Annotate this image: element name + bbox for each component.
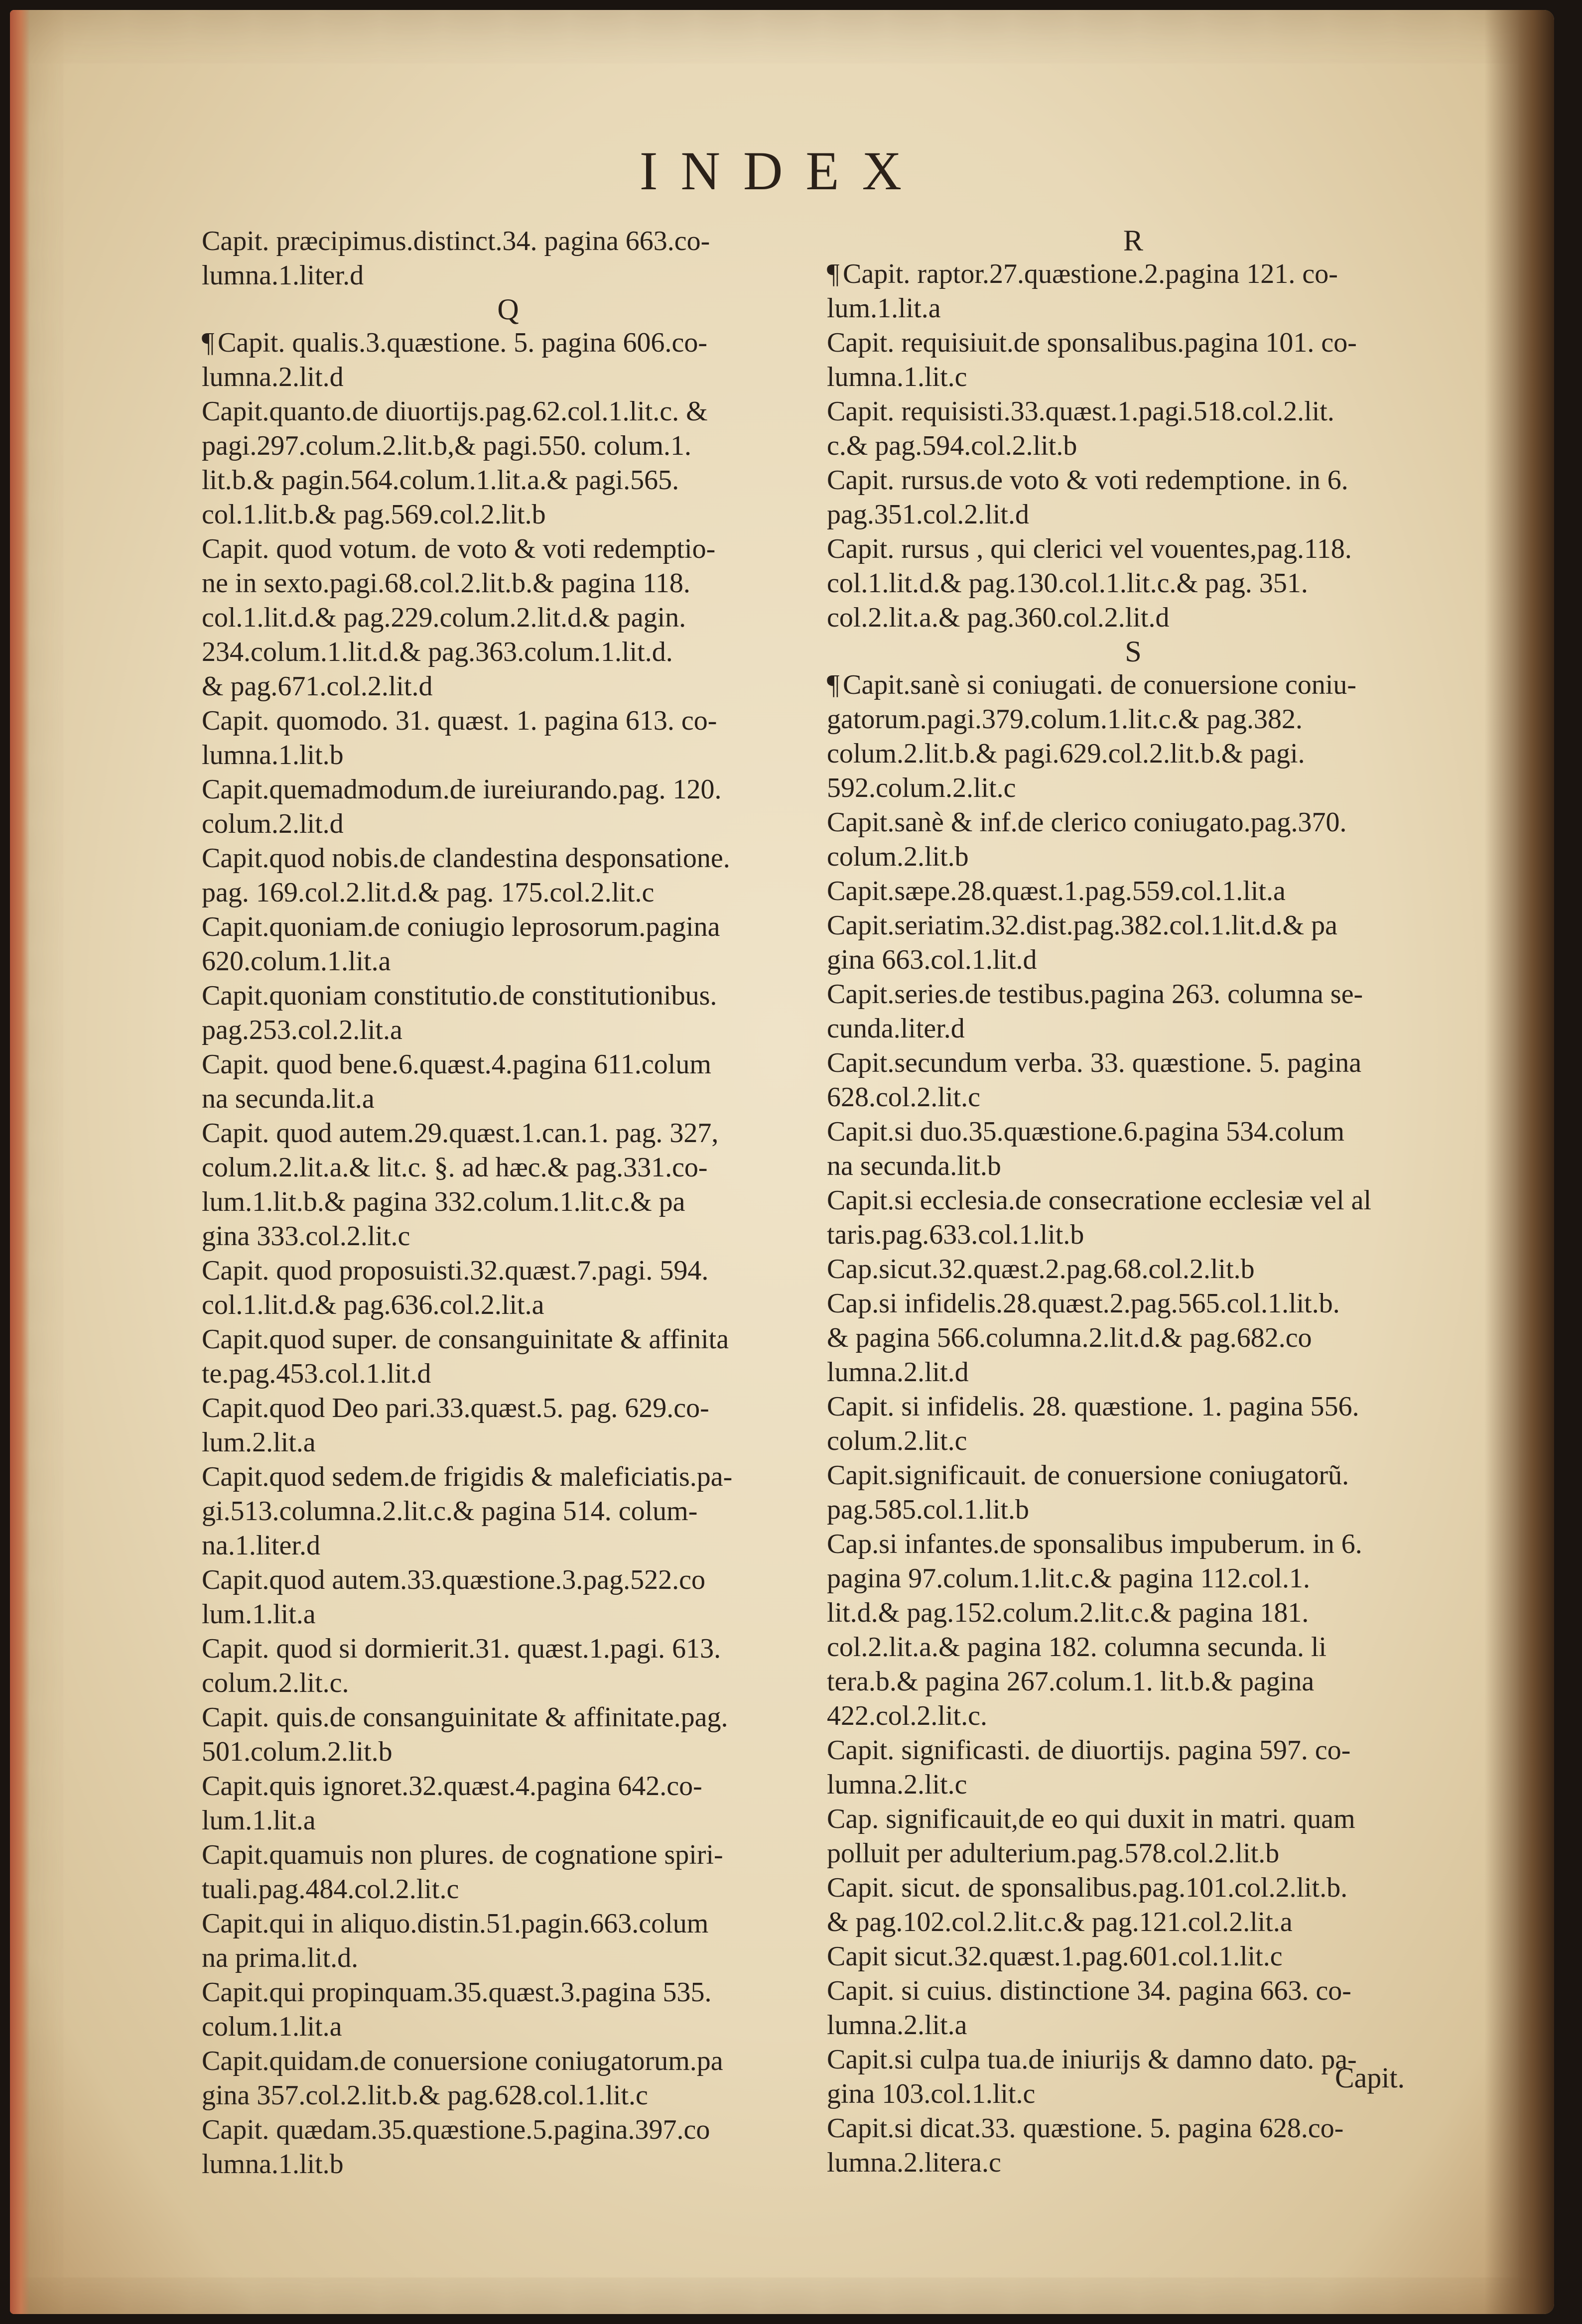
index-entry-line: [827, 1218, 1440, 1252]
index-entry-line: [827, 1493, 1440, 1527]
index-entry-line: [202, 1529, 814, 1563]
index-entry-text: gina 663.col.1.lit.d: [827, 944, 1037, 975]
index-entry-text: Capit. sicut. de sponsalibus.pag.101.col.2.lit.b.: [827, 1872, 1348, 1903]
index-entry-text: taris.pag.633.col.1.lit.b: [827, 1219, 1084, 1250]
index-entry-text: Capit.si ecclesia.de consecratione ecclesiæ vel al: [827, 1185, 1372, 1216]
section-letter: Q: [497, 293, 519, 326]
index-entry-line: [827, 2146, 1440, 2180]
index-entry-text: colum.2.lit.b: [827, 841, 969, 872]
index-entry-line: [827, 1871, 1440, 1905]
index-entry-text: lumna.1.lit.c: [827, 362, 967, 392]
index-entry-text: Capit.qui propinquam.35.quæst.3.pagina 535.: [202, 1977, 712, 2008]
index-entry-text: gina 103.col.1.lit.c: [827, 2078, 1036, 2109]
index-entry-text: Capit.series.de testibus.pagina 263. columna se-: [827, 979, 1363, 1010]
index-entry-line: [202, 1151, 814, 1185]
index-entry-line: [202, 773, 814, 807]
index-entry-text: lumna.2.lit.c: [827, 1769, 967, 1800]
index-entry-text: Capit. si infidelis. 28. quæstione. 1. pagina 556.: [827, 1391, 1359, 1422]
index-entry-line: [827, 429, 1440, 463]
index-entry-text: colum.1.lit.a: [202, 2011, 342, 2042]
index-entry-text: na secunda.lit.a: [202, 1083, 375, 1114]
index-entry-text: Capit. quod autem.29.quæst.1.can.1. pag. 327,: [202, 1118, 719, 1149]
index-entry-text: col.2.lit.a.& pagina 182. columna secunda. li: [827, 1632, 1327, 1663]
index-entry-line: [202, 910, 814, 944]
section-letter: S: [1125, 635, 1142, 668]
index-entry-text: lumna.1.liter.d: [202, 260, 364, 291]
index-entry-line: [202, 2113, 814, 2147]
index-entry-text: lum.1.lit.a: [202, 1805, 316, 1836]
index-entry-line: [827, 1252, 1440, 1287]
index-entry-line: [202, 1666, 814, 1700]
index-entry-line: [827, 668, 1440, 702]
index-entry-line: [202, 224, 814, 258]
index-entry-line: [202, 498, 814, 532]
index-entry-text: Capit.si duo.35.quæstione.6.pagina 534.colum: [827, 1116, 1345, 1147]
index-entry-line: [202, 258, 814, 293]
index-entry-text: Capit.quod super. de consanguinitate & affinita: [202, 1324, 729, 1355]
index-entry-text: lum.1.lit.b.& pagina 332.colum.1.lit.c.& pa: [202, 1186, 685, 1217]
index-entry-line: [202, 1116, 814, 1151]
index-entry-text: Capit. si cuius. distinctione 34. pagina 663. co-: [827, 1975, 1351, 2006]
index-entry-text: Capit. requisisti.33.quæst.1.pagi.518.col.2.lit.: [827, 396, 1334, 427]
index-entry-line: [202, 1632, 814, 1666]
index-entry-line: [827, 1939, 1440, 1974]
index-entry-text: Capit.quod Deo pari.33.quæst.5. pag. 629.co-: [202, 1393, 709, 1423]
page-red-edge: [10, 10, 30, 2314]
index-entry-text: & pag.671.col.2.lit.d: [202, 671, 433, 702]
index-entry-text: Capit.seriatim.32.dist.pag.382.col.1.lit.d.& pa: [827, 910, 1337, 941]
index-entry-line: [202, 2044, 814, 2078]
index-entry-line: [202, 1391, 814, 1425]
index-entry-line: [827, 1665, 1440, 1699]
index-entry-line: [827, 1355, 1440, 1390]
index-entry-line: [827, 463, 1440, 498]
index-entry-line: [202, 429, 814, 463]
index-entry-line: [202, 1907, 814, 1941]
index-entry-line: [202, 1804, 814, 1838]
index-entry-text: ne in sexto.pagi.68.col.2.lit.b.& pagina 118.: [202, 568, 690, 599]
index-entry-line: [827, 1836, 1440, 1871]
index-entry-text: Capit. raptor.27.quæstione.2.pagina 121. co-: [843, 258, 1338, 289]
index-entry-text: Capit.quis ignoret.32.quæst.4.pagina 642.co-: [202, 1771, 702, 1802]
index-entry-text: Cap.sicut.32.quæst.2.pag.68.col.2.lit.b: [827, 1254, 1255, 1285]
index-entry-line: [202, 601, 814, 635]
index-entry-text: Cap.si infantes.de sponsalibus impuberum. in 6.: [827, 1529, 1362, 1559]
index-entry-text: Capit.quod autem.33.quæstione.3.pag.522.co: [202, 1564, 705, 1595]
index-entry-line: [202, 704, 814, 738]
index-entry-text: lumna.1.lit.b: [202, 2149, 344, 2180]
index-entry-text: Capit.quod nobis.de clandestina desponsatione.: [202, 843, 730, 874]
index-entry-line: [827, 1527, 1440, 1561]
index-entry-text: Capit.quoniam constitutio.de constitutionibus.: [202, 980, 717, 1011]
catchword: Capit.: [1335, 2062, 1405, 2094]
index-entry-line: [202, 1288, 814, 1322]
index-entry-text: gina 357.col.2.lit.b.& pag.628.col.1.lit.c: [202, 2080, 648, 2111]
index-entry-text: tera.b.& pagina 267.colum.1. lit.b.& pagina: [827, 1666, 1315, 1697]
index-entry-text: Capit.qui in aliquo.distin.51.pagin.663.colum: [202, 1908, 709, 1939]
index-entry-text: Capit. qualis.3.quæstione. 5. pagina 606.co-: [218, 327, 707, 358]
index-entry-line: [202, 1254, 814, 1288]
index-entry-line: [202, 1563, 814, 1597]
index-entry-text: colum.2.lit.c.: [202, 1668, 349, 1698]
index-entry-text: lum.1.lit.a: [202, 1599, 316, 1630]
index-entry-text: Capit. quædam.35.quæstione.5.pagina.397.co: [202, 2114, 710, 2145]
index-entry-text: colum.2.lit.a.& lit.c. §. ad hæc.& pag.331.co-: [202, 1152, 708, 1183]
index-entry-text: cunda.liter.d: [827, 1013, 965, 1044]
index-entry-line: [827, 874, 1440, 908]
index-entry-line: [827, 1974, 1440, 2008]
index-entry-line: [202, 1082, 814, 1116]
index-entry-line: [202, 979, 814, 1013]
index-entry-text: colum.2.lit.d: [202, 808, 344, 839]
index-entry-text: Capit. quod proposuisti.32.quæst.7.pagi. 594.: [202, 1255, 709, 1286]
index-entry-line: [202, 1013, 814, 1047]
index-entry-text: lumna.2.lit.d: [827, 1357, 969, 1388]
index-entry-line: [827, 498, 1440, 532]
index-entry-line: [827, 257, 1440, 291]
index-entry-text: col.1.lit.d.& pag.229.colum.2.lit.d.& pagin.: [202, 602, 686, 633]
index-entry-line: [827, 1424, 1440, 1458]
index-entry-text: col.1.lit.b.& pag.569.col.2.lit.b: [202, 499, 546, 530]
index-entry-text: na prima.lit.d.: [202, 1942, 359, 1973]
index-entry-line: [827, 2008, 1440, 2043]
index-entry-line: [202, 2010, 814, 2044]
index-entry-line: [202, 566, 814, 601]
index-entry-line: [827, 1390, 1440, 1424]
index-entry-line: [202, 1494, 814, 1529]
index-entry-line: [202, 1975, 814, 2010]
index-entry-text: Capit.sanè si coniugati. de conuersione coniu-: [843, 669, 1357, 700]
index-entry-line: [202, 669, 814, 704]
index-entry-line: [202, 635, 814, 669]
index-entry-text: lum.2.lit.a: [202, 1427, 316, 1458]
index-entry-line: [202, 2078, 814, 2113]
index-entry-text: Capit.si culpa tua.de iniurijs & damno dato. pa-: [827, 2044, 1357, 2075]
index-entry-text: Capit. significasti. de diuortijs. pagina 597. co-: [827, 1735, 1351, 1766]
index-entry-line: [827, 532, 1440, 566]
index-entry-line: [827, 1905, 1440, 1939]
index-entry-line: [827, 1149, 1440, 1183]
index-entry-line: [827, 1115, 1440, 1149]
index-entry-text: col.1.lit.d.& pag.130.col.1.lit.c.& pag. 351.: [827, 568, 1308, 599]
index-entry-line: [202, 1838, 814, 1872]
index-entry-text: Cap. significauit,de eo qui duxit in matri. quam: [827, 1804, 1355, 1834]
index-entry-line: [827, 601, 1440, 635]
index-entry-text: & pag.102.col.2.lit.c.& pag.121.col.2.lit.a: [827, 1907, 1293, 1937]
index-entry-text: lumna.2.lit.a: [827, 2010, 967, 2041]
index-entry-text: Capit. quis.de consanguinitate & affinitate.pag.: [202, 1702, 728, 1733]
index-entry-text: colum.2.lit.c: [827, 1425, 967, 1456]
index-entry-line: [202, 1460, 814, 1494]
index-entry-text: Capit.secundum verba. 33. quæstione. 5. pagina: [827, 1047, 1362, 1078]
index-entry-text: 592.colum.2.lit.c: [827, 773, 1016, 803]
index-entry-line: [827, 771, 1440, 805]
index-entry-line: [827, 566, 1440, 601]
right-index-column: [827, 224, 1440, 2180]
index-entry-line: [827, 360, 1440, 394]
index-entry-line: [202, 1769, 814, 1804]
index-entry-text: pagina 97.colum.1.lit.c.& pagina 112.col.1.: [827, 1563, 1310, 1594]
index-entry-line: [827, 977, 1440, 1012]
index-entry-line: [202, 738, 814, 773]
index-entry-line: [827, 2111, 1440, 2146]
index-entry-line: [202, 532, 814, 566]
index-entry-line: [202, 1322, 814, 1357]
index-entry-text: Capit.quamuis non plures. de cognatione spiri-: [202, 1839, 723, 1870]
index-entry-text: Capit. rursus , qui clerici vel vouentes,pag.118.: [827, 533, 1352, 564]
index-entry-line: [827, 1321, 1440, 1355]
index-entry-text: Capit. quod votum. de voto & voti redemptio-: [202, 533, 716, 564]
section-letter: R: [1123, 224, 1144, 257]
index-entry-text: 620.colum.1.lit.a: [202, 946, 391, 977]
index-entry-text: Capit. quod si dormierit.31. quæst.1.pagi. 613.: [202, 1633, 721, 1664]
index-entry-text: lumna.1.lit.b: [202, 740, 344, 771]
index-entry-line: [827, 1458, 1440, 1493]
index-entry-text: lum.1.lit.a: [827, 293, 941, 324]
index-entry-text: Capit.quod sedem.de frigidis & maleficiatis.pa-: [202, 1461, 733, 1492]
index-entry-text: gatorum.pagi.379.colum.1.lit.c.& pag.382.: [827, 704, 1303, 735]
index-entry-line: [202, 841, 814, 876]
index-entry-text: Capit sicut.32.quæst.1.pag.601.col.1.lit.c: [827, 1941, 1283, 1972]
index-entry-line: [827, 1046, 1440, 1080]
index-entry-text: Capit.sæpe.28.quæst.1.pag.559.col.1.lit.a: [827, 876, 1286, 906]
index-entry-text: Capit.quoniam.de coniugio leprosorum.pagina: [202, 911, 720, 942]
index-entry-text: 422.col.2.lit.c.: [827, 1700, 987, 1731]
index-entry-text: tuali.pag.484.col.2.lit.c: [202, 1874, 459, 1905]
index-entry-text: gi.513.columna.2.lit.c.& pagina 514. colum-: [202, 1496, 698, 1527]
index-entry-line: [827, 1630, 1440, 1665]
index-entry-text: na secunda.lit.b: [827, 1151, 1001, 1181]
index-entry-line: [202, 1425, 814, 1460]
index-entry-line: [827, 908, 1440, 943]
index-entry-text: Cap.si infidelis.28.quæst.2.pag.565.col.1.lit.b.: [827, 1288, 1340, 1319]
index-entry-line: [202, 1941, 814, 1975]
index-entry-text: 628.col.2.lit.c: [827, 1082, 980, 1113]
index-entry-line: [202, 2147, 814, 2182]
index-entry-line: [202, 1185, 814, 1219]
index-entry-text: 501.colum.2.lit.b: [202, 1736, 393, 1767]
index-entry-line: [827, 1699, 1440, 1733]
index-entry-line: [827, 702, 1440, 737]
index-entry-text: pag.351.col.2.lit.d: [827, 499, 1029, 530]
index-entry-text: colum.2.lit.b.& pagi.629.col.2.lit.b.& pagi.: [827, 738, 1305, 769]
index-entry-line: [202, 360, 814, 394]
index-entry-line: [202, 807, 814, 841]
index-entry-text: Capit.quidam.de conuersione coniugatorum.pa: [202, 2046, 723, 2076]
index-entry-line: [202, 1700, 814, 1735]
index-entry-line: [827, 1080, 1440, 1115]
index-entry-text: Capit.si dicat.33. quæstione. 5. pagina 628.co-: [827, 2113, 1344, 2144]
index-entry-line: [827, 943, 1440, 977]
index-entry-line: [827, 1596, 1440, 1630]
index-entry-line: [827, 1802, 1440, 1836]
index-entry-line: [202, 1047, 814, 1082]
index-entry-line: [827, 1183, 1440, 1218]
index-entry-text: pag.585.col.1.lit.b: [827, 1494, 1029, 1525]
index-entry-text: Capit.quanto.de diuortijs.pag.62.col.1.lit.c. &: [202, 396, 708, 427]
index-entry-line: [202, 1735, 814, 1769]
index-entry-text: col.2.lit.a.& pag.360.col.2.lit.d: [827, 602, 1170, 633]
paragraph-mark: ¶: [202, 327, 215, 358]
index-entry-text: c.& pag.594.col.2.lit.b: [827, 430, 1077, 461]
page-gutter-shadow: [1484, 10, 1554, 2314]
index-entry-line: [202, 326, 814, 360]
index-entry-line: [827, 737, 1440, 771]
index-entry-text: Capit.quemadmodum.de iureiurando.pag. 120.: [202, 774, 722, 805]
paragraph-mark: ¶: [827, 258, 840, 289]
index-entry-text: gina 333.col.2.lit.c: [202, 1221, 410, 1252]
index-entry-text: 234.colum.1.lit.d.& pag.363.colum.1.lit.d.: [202, 637, 673, 667]
index-entry-text: Capit.significauit. de conuersione coniugatorũ.: [827, 1460, 1349, 1491]
index-entry-line: [827, 1561, 1440, 1596]
index-entry-text: Capit. rursus.de voto & voti redemptione. in 6.: [827, 465, 1348, 496]
index-entry-text: Capit. quod bene.6.quæst.4.pagina 611.colum: [202, 1049, 711, 1080]
index-entry-line: [827, 326, 1440, 360]
index-entry-text: te.pag.453.col.1.lit.d: [202, 1358, 431, 1389]
page-header: INDEX: [639, 140, 925, 201]
index-entry-line: [202, 1597, 814, 1632]
index-entry-text: Capit.sanè & inf.de clerico coniugato.pag.370.: [827, 807, 1347, 838]
index-entry-line: [202, 394, 814, 429]
index-entry-text: lit.d.& pag.152.colum.2.lit.c.& pagina 181.: [827, 1597, 1309, 1628]
index-entry-line: [202, 463, 814, 498]
index-entry-line: [827, 1287, 1440, 1321]
index-entry-text: Capit. requisiuit.de sponsalibus.pagina 101. co-: [827, 327, 1357, 358]
index-entry-line: [202, 944, 814, 979]
index-entry-text: lumna.2.litera.c: [827, 2147, 1001, 2178]
index-entry-line: [827, 805, 1440, 840]
index-entry-line: [202, 876, 814, 910]
index-entry-line: [827, 840, 1440, 874]
index-entry-text: polluit per adulterium.pag.578.col.2.lit.b: [827, 1838, 1280, 1869]
index-entry-text: pag.253.col.2.lit.a: [202, 1015, 402, 1045]
index-entry-text: Capit. præcipimus.distinct.34. pagina 663.co-: [202, 226, 710, 257]
book-page: [10, 10, 1554, 2314]
index-entry-text: pagi.297.colum.2.lit.b,& pagi.550. colum.1.: [202, 430, 692, 461]
index-entry-text: na.1.liter.d: [202, 1530, 320, 1561]
left-index-column: [202, 224, 814, 2182]
index-entry-line: [827, 1012, 1440, 1046]
index-entry-text: pag. 169.col.2.lit.d.& pag. 175.col.2.lit.c: [202, 877, 655, 908]
index-entry-line: [202, 1219, 814, 1254]
index-entry-text: lit.b.& pagin.564.colum.1.lit.a.& pagi.565.: [202, 465, 679, 496]
index-entry-line: [827, 1768, 1440, 1802]
index-entry-text: Capit. quomodo. 31. quæst. 1. pagina 613. co-: [202, 705, 717, 736]
index-entry-text: col.1.lit.d.& pag.636.col.2.lit.a: [202, 1290, 544, 1320]
paragraph-mark: ¶: [827, 669, 840, 700]
index-entry-text: lumna.2.lit.d: [202, 362, 344, 392]
index-entry-line: [202, 1357, 814, 1391]
index-entry-line: [202, 1872, 814, 1907]
index-entry-line: [827, 1733, 1440, 1768]
index-entry-line: [827, 394, 1440, 429]
index-entry-line: [827, 291, 1440, 326]
index-entry-text: & pagina 566.columna.2.lit.d.& pag.682.co: [827, 1322, 1312, 1353]
